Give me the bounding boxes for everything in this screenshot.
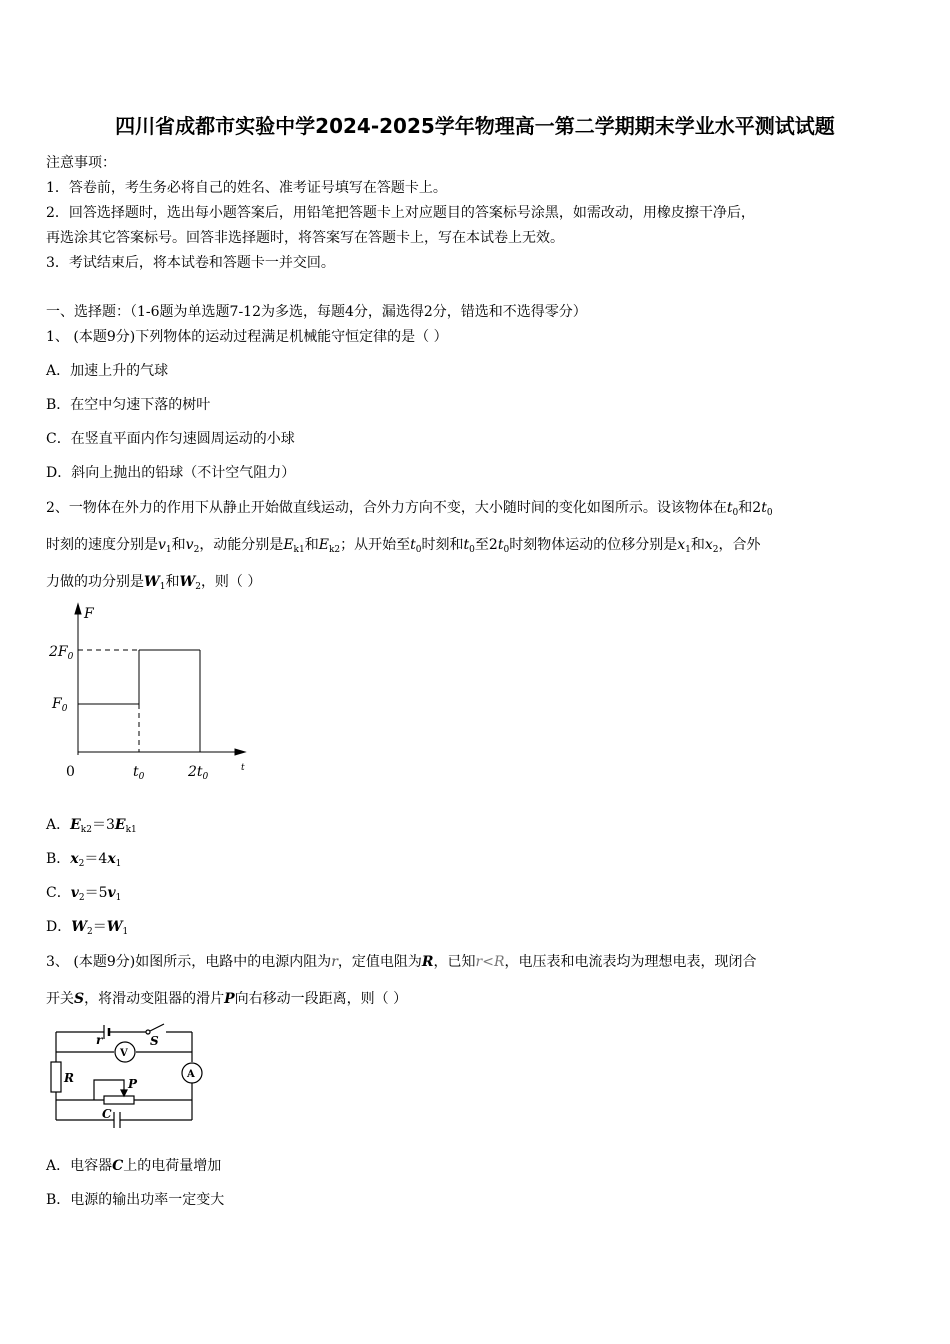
label-S: S xyxy=(150,1034,159,1048)
q2-option-d[interactable]: D．$W_2=W_1$ xyxy=(46,919,129,937)
question-1-stem: 1、 (本题9分)下列物体的运动过程满足机械能守恒定律的是（ ） xyxy=(46,329,448,345)
q2-option-c[interactable]: C．$v_2=5v_1$ xyxy=(46,885,122,903)
label-t-axis: t xyxy=(241,763,245,773)
resistor-R xyxy=(51,1062,61,1092)
label-2t0: $2t_0$ xyxy=(188,764,209,782)
notice-heading: 注意事项： xyxy=(46,155,116,171)
q1-option-d[interactable]: D．斜向上抛出的铅球（不计空气阻力） xyxy=(46,465,296,481)
label-F: F xyxy=(84,606,94,622)
label-P: P xyxy=(128,1077,138,1091)
notice-item-1: 1．答卷前，考生务必将自己的姓名、准考证号填写在答题卡上。 xyxy=(46,180,447,196)
q2-option-b[interactable]: B．$x_2=4x_1$ xyxy=(46,851,122,869)
label-2F0: $2F_0$ xyxy=(49,644,74,662)
label-t0: $t_0$ xyxy=(133,764,145,782)
q3-option-a[interactable]: A．电容器C上的电荷量增加 xyxy=(46,1158,222,1174)
q1-option-c[interactable]: C．在竖直平面内作匀速圆周运动的小球 xyxy=(46,431,295,447)
label-A: A xyxy=(187,1069,195,1080)
q2-option-a[interactable]: A．$E_{k2}=3E_{k1}$ xyxy=(46,817,137,835)
notice-item-2: 2．回答选择题时，选出每小题答案后，用铅笔把答题卡上对应题目的答案标号涂黑，如需改动，用橡皮擦干净后， xyxy=(46,205,755,221)
section-heading: 一、选择题：（1-6题为单选题7-12为多选，每题4分，漏选得2分，错选和不选得零分） xyxy=(46,304,587,320)
label-C: C xyxy=(102,1107,112,1121)
q1-option-b[interactable]: B．在空中匀速下落的树叶 xyxy=(46,397,211,413)
question-2-line2: 时刻的速度分别是$v_1$和$v_2$，动能分别是$E_{k1}$和$E_{k2}$；从开始至$t_0$时刻和$t_0$至$2t_0$时刻物体运动的位移分别是$x_1$和$x_2$，合外 xyxy=(46,537,761,555)
force-time-graph xyxy=(44,600,254,790)
question-3-line1: 3、 (本题9分)如图所示，电路中的电源内阻为r，定值电阻为R，已知r<R，电压表和电流表均为理想电表，现闭合 xyxy=(46,954,757,970)
question-2-line3: 力做的功分别是$W_1$和$W_2$，则（ ） xyxy=(46,574,262,592)
y-arrow xyxy=(75,604,81,614)
label-V: V xyxy=(120,1048,128,1059)
page-title: 四川省成都市实验中学2024-2025学年物理高一第二学期期末学业水平测试试题 xyxy=(115,114,835,138)
notice-item-3: 3．考试结束后，将本试卷和答题卡一并交回。 xyxy=(46,255,335,271)
notice-item-2-cont: 再选涂其它答案标号。回答非选择题时，将答案写在答题卡上，写在本试卷上无效。 xyxy=(46,230,564,246)
label-R: R xyxy=(64,1071,74,1085)
x-arrow xyxy=(235,749,245,755)
rheostat xyxy=(104,1096,134,1104)
label-F0: $F_0$ xyxy=(52,696,68,714)
slider-arrow xyxy=(121,1090,127,1096)
q1-option-a[interactable]: A．加速上升的气球 xyxy=(46,363,169,379)
circuit-diagram xyxy=(44,1020,209,1140)
slider-wire xyxy=(94,1080,124,1100)
question-2-line1: 2、一物体在外力的作用下从静止开始做直线运动，合外力方向不变，大小随时间的变化如图所示。设该物体在$t_0$和$2t_0$ xyxy=(46,500,773,518)
q3-option-b[interactable]: B．电源的输出功率一定变大 xyxy=(46,1192,225,1208)
label-r: r xyxy=(96,1033,103,1047)
label-origin: 0 xyxy=(66,764,75,780)
switch-blade xyxy=(150,1024,164,1031)
question-3-line2: 开关S，将滑动变阻器的滑片P向右移动一段距离，则（ ） xyxy=(46,991,408,1007)
